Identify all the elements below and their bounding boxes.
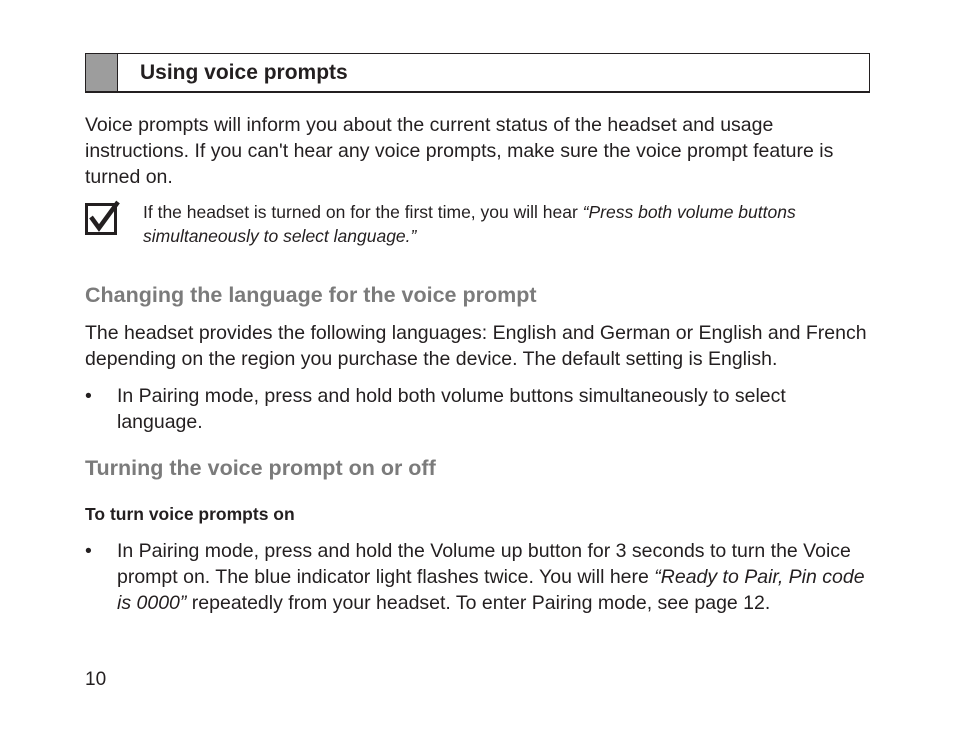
manual-page [85,53,870,616]
bullet-text [117,538,870,616]
checkbox-check-icon [85,200,143,248]
language-heading: Changing the language for the voice prompt [85,283,537,307]
bullet-text-after: repeatedly from your headset. To enter Pairing mode, see page 12. [186,592,771,614]
note-text [143,200,870,248]
bullet-text: In Pairing mode, press and hold both volume buttons simultaneously to select language. [117,385,786,433]
section-header [85,53,870,93]
bullet-mark: • [85,540,92,562]
note-quote: “Press both volume buttons simultaneously to select language.” [143,202,796,246]
note-block [85,200,870,248]
bullet-quote: “Ready to Pair, Pin code is 0000” [117,566,865,614]
intro-paragraph: Voice prompts will inform you about the current status of the headset and usage instructions. If you can't hear any voice prompts, make sure the voice prompt feature is turned on. [85,114,834,188]
turn-on-subheading: To turn voice prompts on [85,504,295,524]
bullet-text-before: In Pairing mode, press and hold the Volume up button for 3 seconds to turn the Voice prompt on. The blue indicator light flashes twice. You will here [117,540,851,588]
list-item [85,383,870,435]
page-number: 10 [85,669,107,690]
list-item [85,538,870,616]
header-tab-marker [86,54,118,91]
language-paragraph: The headset provides the following languages: English and German or English and French depending on the region you purchase the device. The default setting is English. [85,322,867,370]
note-plain-text: If the headset is turned on for the first time, you will hear [143,202,583,222]
section-title: Using voice prompts [140,61,348,84]
bullet-mark: • [85,385,92,407]
toggle-heading: Turning the voice prompt on or off [85,456,436,480]
